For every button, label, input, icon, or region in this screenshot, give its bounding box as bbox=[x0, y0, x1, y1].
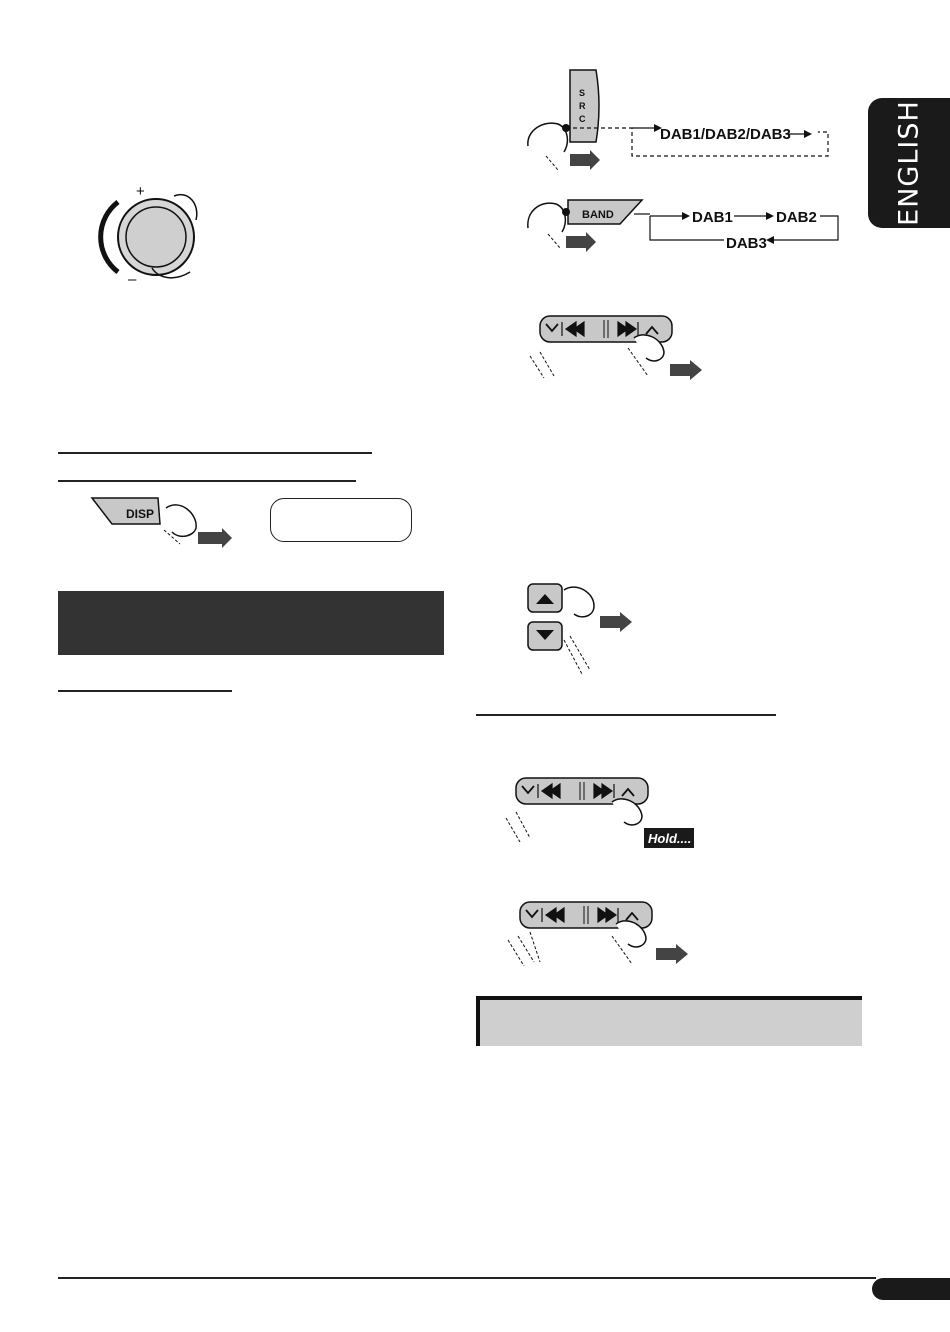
src-letter-c: C bbox=[579, 114, 586, 124]
left-finger-ghost-2 bbox=[506, 812, 530, 842]
dab1-to-dab2-arrowhead bbox=[766, 212, 774, 220]
band-finger-trail bbox=[548, 234, 560, 248]
section-rule-1 bbox=[58, 452, 372, 454]
band-button-label: BAND bbox=[582, 209, 614, 221]
footer-rule bbox=[58, 1277, 876, 1279]
src-cycle-tail-arrowhead bbox=[804, 130, 812, 138]
section-header-band-gray bbox=[476, 996, 862, 1046]
src-finger-trail bbox=[546, 156, 558, 170]
band-press-dot bbox=[562, 208, 570, 216]
volume-knob-illustration bbox=[96, 182, 216, 288]
knob-minus-sign: – bbox=[128, 271, 137, 288]
preset-press-arrow bbox=[600, 612, 632, 632]
section-header-marker bbox=[476, 1000, 480, 1046]
hold-tag-label: Hold.... bbox=[648, 831, 692, 846]
display-readout-box bbox=[270, 498, 412, 542]
band-button-illustration bbox=[524, 192, 844, 262]
seek-rocker-illustration-3 bbox=[500, 896, 700, 970]
band-dab1-label: DAB1 bbox=[692, 209, 733, 226]
section-rule-3 bbox=[58, 690, 232, 692]
preset-finger-trail bbox=[564, 636, 590, 674]
src-finger bbox=[528, 123, 568, 152]
knob-arc-left bbox=[101, 202, 118, 272]
preset-finger bbox=[564, 587, 594, 617]
preset-updown-illustration bbox=[524, 578, 644, 682]
seek-press-arrow-3 bbox=[656, 944, 688, 964]
seek-press-arrow-1 bbox=[670, 360, 702, 380]
section-header-band-dark bbox=[58, 591, 444, 655]
section-rule-4 bbox=[476, 714, 776, 716]
src-letter-s: S bbox=[579, 88, 586, 98]
src-button-illustration bbox=[524, 66, 844, 176]
band-dab2-label: DAB2 bbox=[776, 209, 817, 226]
page-number-tab bbox=[872, 1278, 950, 1300]
section-rule-2 bbox=[58, 480, 356, 482]
disp-button-label: DISP bbox=[126, 507, 155, 521]
knob-plus-sign: + bbox=[136, 183, 145, 200]
dab2-to-dab3-arrowhead bbox=[766, 236, 774, 244]
seek-rocker-illustration-1 bbox=[524, 308, 714, 382]
knob-inner bbox=[126, 207, 186, 267]
language-tab bbox=[868, 98, 950, 228]
src-letter-r: R bbox=[579, 101, 586, 111]
left-finger-ghost-3 bbox=[508, 932, 540, 966]
seek-rocker-illustration-hold bbox=[500, 772, 700, 852]
src-press-arrow bbox=[570, 150, 600, 170]
language-label: ENGLISH bbox=[893, 100, 925, 226]
band-dab3-label: DAB3 bbox=[726, 235, 767, 252]
band-press-arrow bbox=[566, 232, 596, 252]
band-to-dab1-arrowhead bbox=[682, 212, 690, 220]
disp-finger bbox=[166, 505, 196, 536]
disp-button-illustration bbox=[88, 492, 238, 552]
disp-press-arrow bbox=[198, 528, 232, 548]
left-finger-ghost bbox=[530, 352, 554, 378]
src-cycle-label: DAB1/DAB2/DAB3 bbox=[660, 126, 791, 143]
band-finger bbox=[528, 203, 566, 232]
